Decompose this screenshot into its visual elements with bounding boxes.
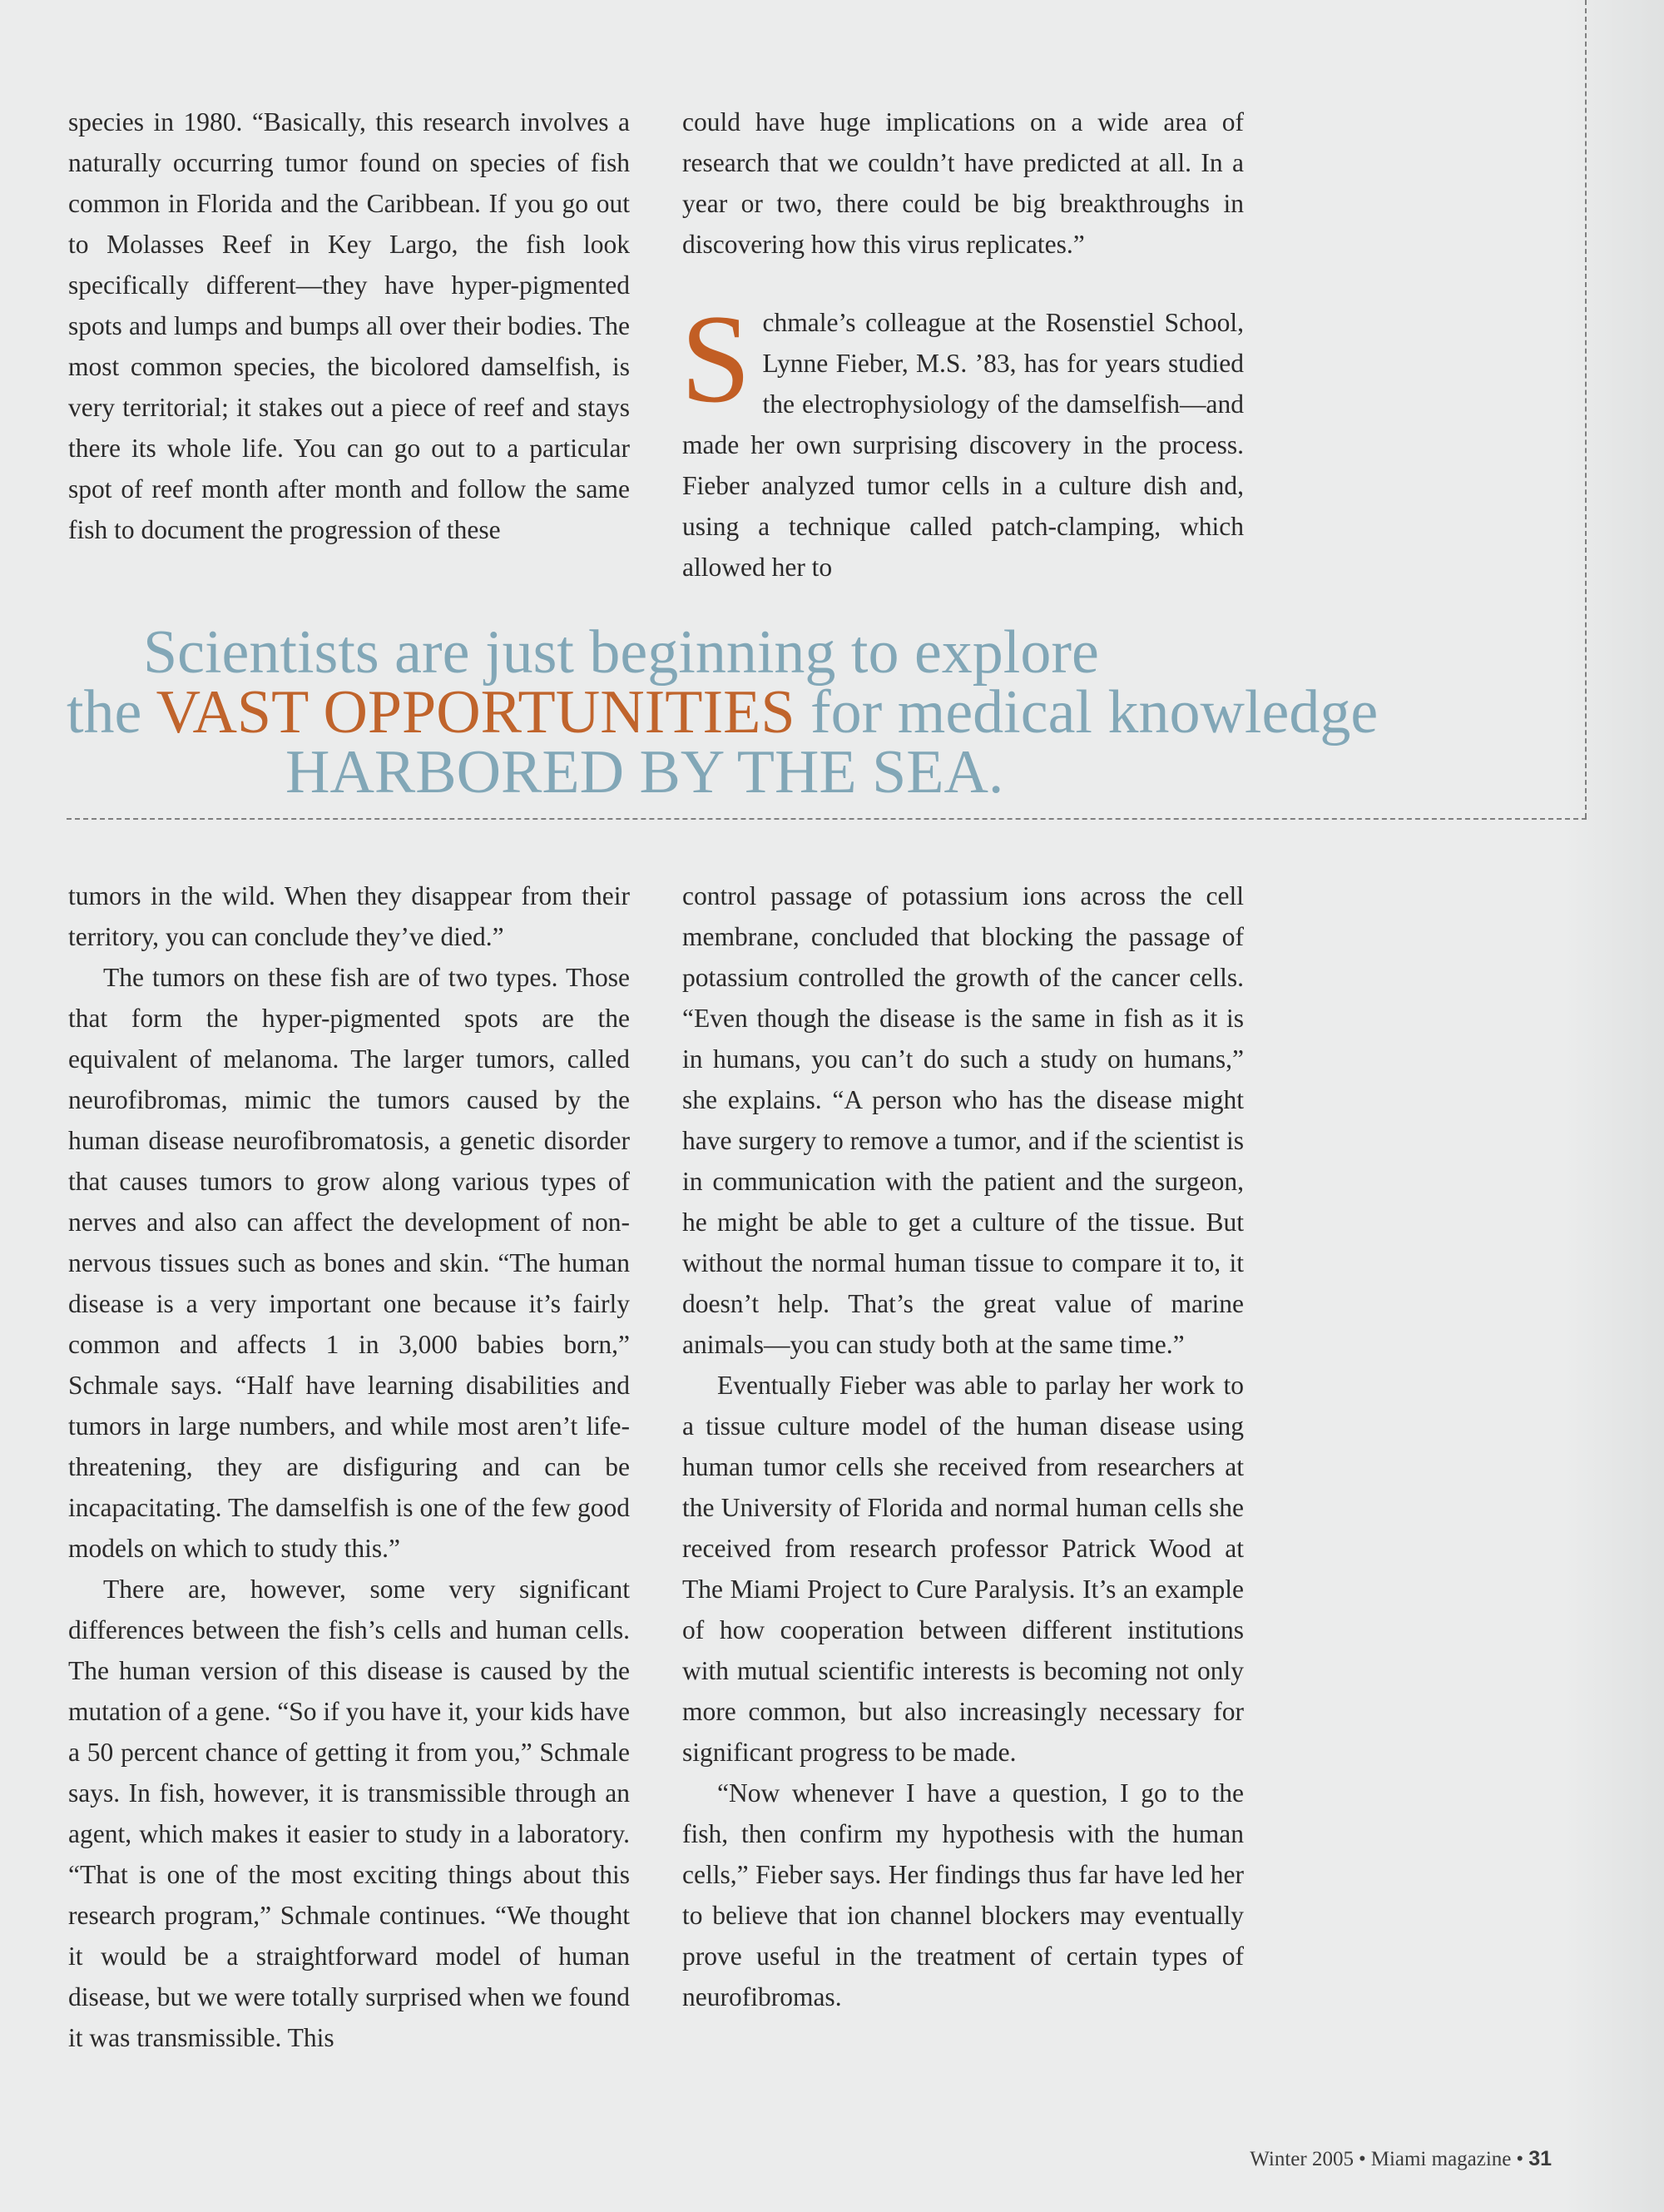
column-1-top: [68, 102, 630, 550]
paragraph: control passage of potassium ions across the cell membrane, concluded that blocking the passage of potassium controlled the growth of the cancer cells. “Even though the disease is the same in fish as it is in humans, you can’t do such a study on humans,” she explains. “A person who has the disease might have surgery to remove a tumor, and if the scientist is in communication with the patient and the surgeon, he might be able to get a culture of the tissue. But without the normal human tissue to compare it to, it doesn’t help. That’s the great value of marine animals—you can study both at the same time.”: [682, 881, 1244, 1359]
page-edge-shade: [1564, 0, 1664, 2212]
page-footer: [1240, 2147, 1552, 2171]
pull-quote-text: for medical knowledge: [795, 678, 1379, 746]
paragraph: Eventually Fieber was able to parlay her work to a tissue culture model of the human disease using human tumor cells she received from researchers at the University of Florida and normal human cells she received from research professor Patrick Wood at The Miami Project to Cure Paralysis. It’s an example of how cooperation between different institutions with mutual scientific interests is becoming not only more common, but also increasingly necessary for significant progress to be made.: [682, 1371, 1244, 1767]
pull-quote-line-3: HARBORED BY THE SEA.: [285, 738, 1004, 806]
paragraph: could have huge implications on a wide area of research that we couldn’t have predicted at all. In a year or two, there could be big breakthroughs in discovering how this virus replicates.”: [682, 107, 1244, 259]
pull-quote-line-1: Scientists are just beginning to explore: [143, 618, 1099, 687]
footer-publication: Miami magazine: [1370, 2148, 1512, 2170]
pull-quote-text: the: [67, 678, 156, 746]
page-number: 31: [1528, 2147, 1552, 2170]
paragraph: The tumors on these fish are of two types. Those that form the hyper-pigmented spots are the equivalent of melanoma. The larger tumors, called neurofibromas, mimic the tumors caused by the human disease neurofibromatosis, a genetic disorder that causes tumors to grow along various types of nerves and also can affect the development of non-nervous tissues such as bones and skin. “The human disease is a very important one because it’s fairly common and affects 1 in 3,000 babies born,” Schmale says. “Half have learning disabilities and tumors in large numbers, and while most aren’t life-threatening, they are disfiguring and can be incapacitating. The damselfish is one of the few good models on which to study this.”: [68, 963, 630, 1563]
paragraph-with-dropcap: [681, 289, 1244, 588]
paragraph: There are, however, some very significant differences between the fish’s cells and human cells. The human version of this disease is caused by the mutation of a gene. “So if you have it, your kids have a 50 percent chance of getting it from you,” Schmale says. In fish, however, it is transmissible through an agent, which makes it easier to study in a laboratory. “That is one of the most exciting things about this research program,” Schmale continues. “We thought it would be a straightforward model of human disease, but we were totally surprised when we found it was transmissible. This: [68, 1575, 630, 2052]
column-2-top: [682, 102, 1244, 588]
pull-quote-highlight: VAST OPPORTUNITIES: [156, 678, 795, 746]
sidebar-dashed-border-bottom: [67, 818, 1587, 820]
footer-issue: Winter 2005: [1250, 2148, 1354, 2170]
pull-quote-line-2: [67, 678, 1379, 746]
pull-quote: [0, 618, 1664, 814]
footer-separator: •: [1516, 2148, 1524, 2170]
paragraph: tumors in the wild. When they disappear from their territory, you can conclude they’ve died.”: [68, 881, 630, 951]
paragraph-text: chmale’s colleague at the Rosenstiel School, Lynne Fieber, M.S. ’83, has for years studied the electrophysiology of the damselfish—and made her own surprising discovery in the process. Fieber analyzed tumor cells in a culture dish and, using a technique called patch-clamping, which allowed her to: [682, 308, 1244, 582]
paragraph: species in 1980. “Basically, this research involves a naturally occurring tumor found on species of fish common in Florida and the Caribbean. If you go out to Molasses Reef in Key Largo, the fish look specifically different—they have hyper-pigmented spots and lumps and bumps all over their bodies. The most common species, the bicolored damselfish, is very territorial; it stakes out a piece of reef and stays there its whole life. You can go out to a particular spot of reef month after month and follow the same fish to document the progression of these: [68, 107, 630, 544]
column-1-bottom: [68, 875, 630, 2058]
footer-separator: •: [1358, 2148, 1366, 2170]
drop-cap: S: [681, 289, 751, 429]
paragraph: “Now whenever I have a question, I go to the fish, then confirm my hypothesis with the human cells,” Fieber says. Her findings thus far have led her to believe that ion channel blockers may eventually prove useful in the treatment of certain types of neurofibromas.: [682, 1778, 1244, 2011]
column-2-bottom: [682, 875, 1244, 2017]
